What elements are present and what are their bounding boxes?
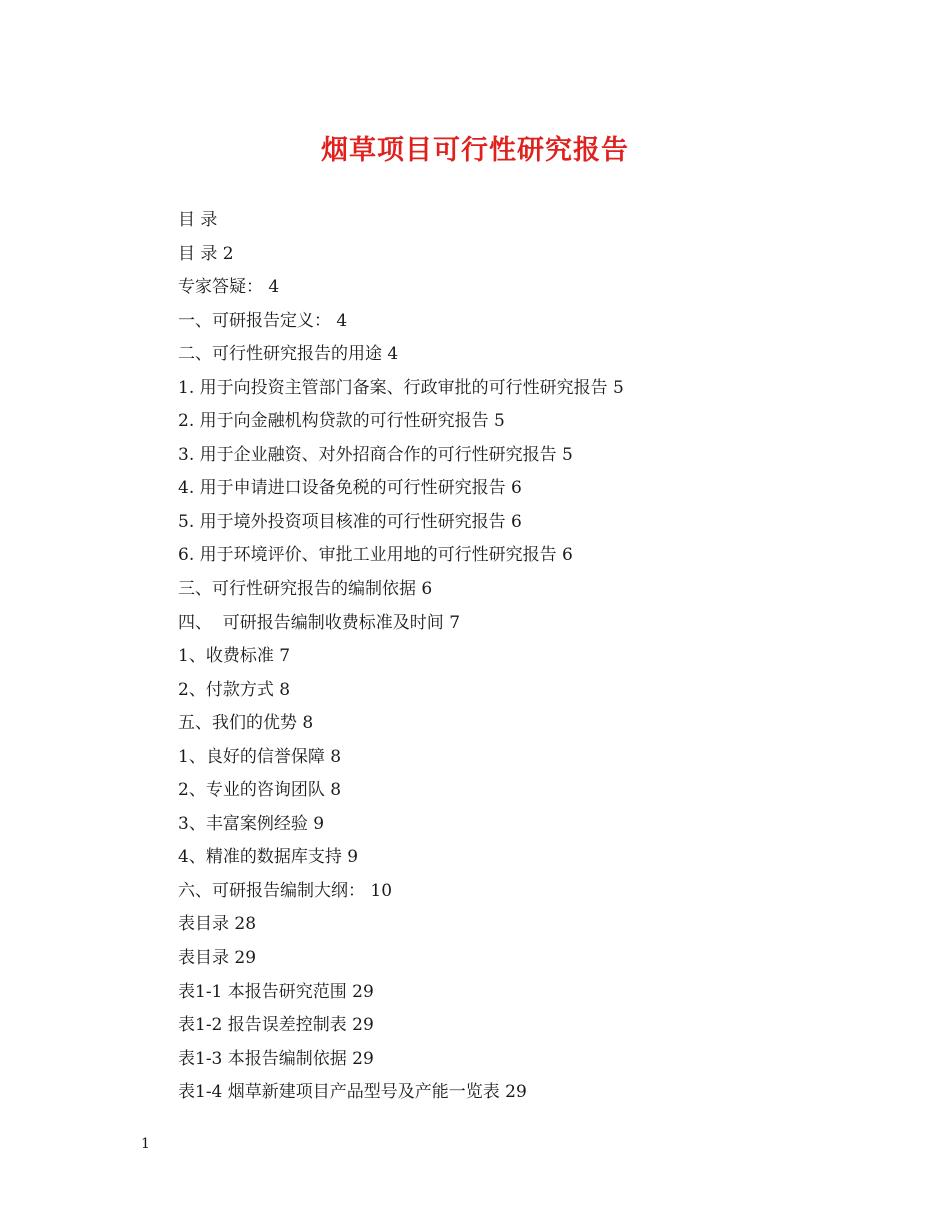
toc-entry[interactable]: 4. 用于申请进口设备免税的可行性研究报告 6 (178, 478, 522, 499)
toc-entry[interactable]: 四、 可研报告编制收费标准及时间 7 (178, 612, 461, 633)
page-number: 1 (141, 1136, 150, 1152)
toc-entry[interactable]: 1、良好的信誉保障 8 (178, 746, 342, 767)
toc-entry[interactable]: 表目录 29 (178, 948, 257, 969)
toc-entry[interactable]: 6. 用于环境评价、审批工业用地的可行性研究报告 6 (178, 545, 573, 566)
toc-entry[interactable]: 三、可行性研究报告的编制依据 6 (178, 579, 433, 600)
toc-entry[interactable]: 3. 用于企业融资、对外招商合作的可行性研究报告 5 (178, 444, 573, 465)
toc-entry[interactable]: 表目录 28 (178, 914, 257, 935)
toc-entry[interactable]: 六、可研报告编制大纲： 10 (178, 880, 393, 901)
toc-entry[interactable]: 2、专业的咨询团队 8 (178, 780, 342, 801)
toc-entry[interactable]: 表1-2 报告误差控制表 29 (178, 1015, 374, 1036)
toc-entry[interactable]: 3、丰富案例经验 9 (178, 813, 325, 834)
toc-entry[interactable]: 目 录 2 (178, 243, 234, 264)
toc-entry[interactable]: 表1-4 烟草新建项目产品型号及产能一览表 29 (178, 1082, 527, 1103)
toc-entry[interactable]: 目 录 (178, 210, 218, 230)
document-title: 烟草项目可行性研究报告 (321, 135, 629, 166)
table-of-contents (178, 206, 624, 1112)
toc-entry[interactable]: 一、可研报告定义： 4 (178, 310, 348, 331)
toc-entry[interactable]: 2. 用于向金融机构贷款的可行性研究报告 5 (178, 411, 505, 432)
toc-entry[interactable]: 表1-1 本报告研究范围 29 (178, 981, 374, 1002)
toc-entry[interactable]: 4、精准的数据库支持 9 (178, 847, 359, 868)
toc-entry[interactable]: 表1-3 本报告编制依据 29 (178, 1048, 374, 1069)
toc-entry[interactable]: 2、付款方式 8 (178, 679, 291, 700)
toc-entry[interactable]: 专家答疑： 4 (178, 277, 280, 298)
toc-entry[interactable]: 五、我们的优势 8 (178, 713, 314, 734)
toc-entry[interactable]: 1. 用于向投资主管部门备案、行政审批的可行性研究报告 5 (178, 377, 624, 398)
toc-entry[interactable]: 二、可行性研究报告的用途 4 (178, 344, 399, 365)
toc-entry[interactable]: 5. 用于境外投资项目核准的可行性研究报告 6 (178, 511, 522, 532)
toc-entry[interactable]: 1、收费标准 7 (178, 646, 291, 667)
